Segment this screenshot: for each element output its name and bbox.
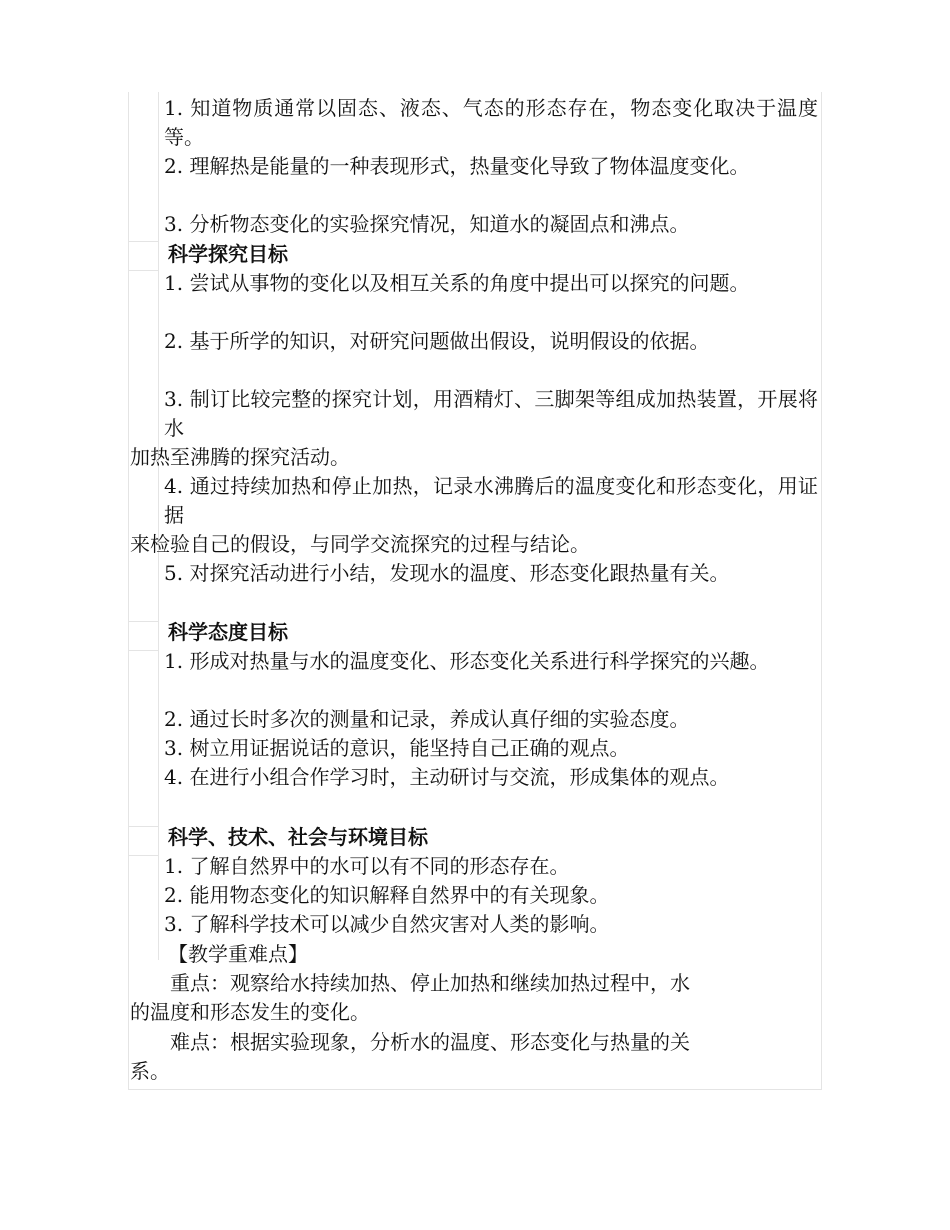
focus-line-2: 的温度和形态发生的变化。	[130, 1000, 370, 1024]
focus-line-1: 重点：观察给水持续加热、停止加热和继续加热过程中，水	[170, 971, 690, 995]
sts-item-2: 2. 能用物态变化的知识解释自然界中的有关现象。	[164, 883, 610, 907]
inquiry-heading: 科学探究目标	[168, 242, 288, 266]
knowledge-item-1: 1. 知道物质通常以固态、液态、气态的形态存在，物态变化取决于温度等。	[164, 96, 818, 149]
frame-line-inner	[158, 92, 159, 960]
frame-line-right	[821, 92, 822, 1090]
row-line	[128, 270, 158, 271]
row-line	[128, 241, 158, 242]
row-line	[128, 650, 158, 651]
key-points-heading: 【教学重难点】	[168, 942, 308, 966]
row-line	[128, 621, 158, 622]
attitude-item-1: 1. 形成对热量与水的温度变化、形态变化关系进行科学探究的兴趣。	[164, 649, 770, 673]
inquiry-item-2: 2. 基于所学的知识，对研究问题做出假设，说明假设的依据。	[164, 329, 710, 353]
inquiry-item-4-continued: 来检验自己的假设，与同学交流探究的过程与结论。	[130, 532, 590, 556]
inquiry-item-1: 1. 尝试从事物的变化以及相互关系的角度中提出可以探究的问题。	[164, 271, 750, 295]
knowledge-item-2: 2. 理解热是能量的一种表现形式，热量变化导致了物体温度变化。	[164, 154, 750, 178]
attitude-heading: 科学态度目标	[168, 620, 288, 644]
inquiry-item-4: 4. 通过持续加热和停止加热，记录水沸腾后的温度变化和形态变化，用证据	[164, 474, 818, 527]
knowledge-item-3: 3. 分析物态变化的实验探究情况，知道水的凝固点和沸点。	[164, 212, 690, 236]
frame-line-bottom	[128, 1089, 821, 1090]
attitude-item-4: 4. 在进行小组合作学习时，主动研讨与交流，形成集体的观点。	[164, 765, 730, 789]
sts-heading: 科学、技术、社会与环境目标	[168, 825, 428, 849]
attitude-item-2: 2. 通过长时多次的测量和记录，养成认真仔细的实验态度。	[164, 707, 690, 731]
inquiry-item-5: 5. 对探究活动进行小结，发现水的温度、形态变化跟热量有关。	[164, 561, 730, 585]
difficulty-line-2: 系。	[130, 1059, 170, 1083]
row-line	[128, 826, 158, 827]
inquiry-item-3-continued: 加热至沸腾的探究活动。	[130, 445, 350, 469]
sts-item-3: 3. 了解科学技术可以减少自然灾害对人类的影响。	[164, 912, 610, 936]
attitude-item-3: 3. 树立用证据说话的意识，能坚持自己正确的观点。	[164, 736, 630, 760]
row-line	[128, 855, 158, 856]
sts-item-1: 1. 了解自然界中的水可以有不同的形态存在。	[164, 854, 570, 878]
inquiry-item-3: 3. 制订比较完整的探究计划，用酒精灯、三脚架等组成加热装置，开展将水	[164, 387, 818, 440]
difficulty-line-1: 难点：根据实验现象，分析水的温度、形态变化与热量的关	[170, 1030, 690, 1054]
